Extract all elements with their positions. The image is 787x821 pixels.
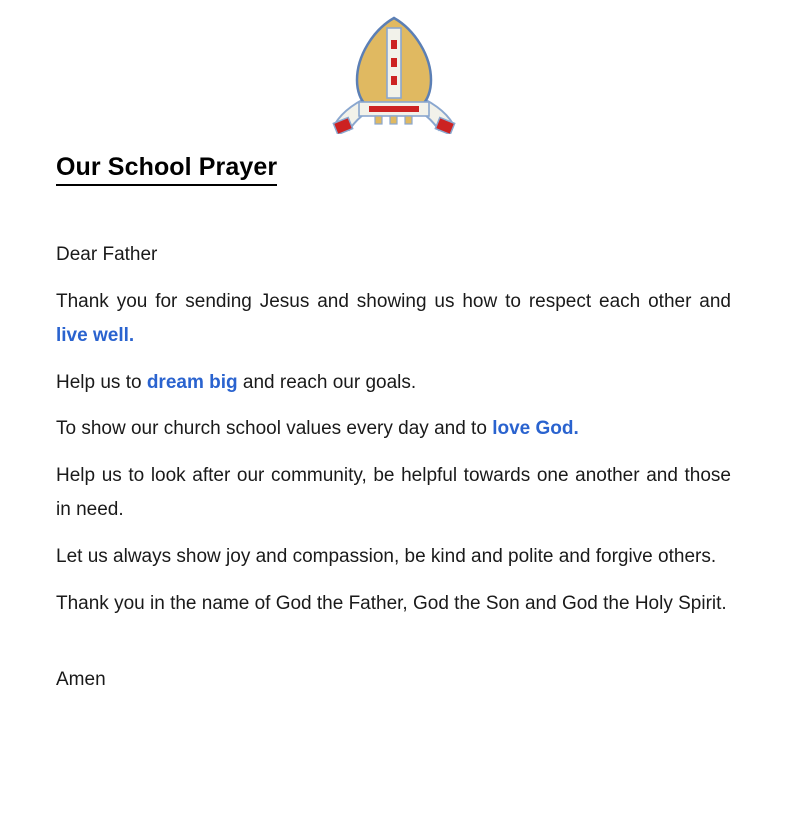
text-segment: and reach our goals. — [237, 371, 417, 393]
highlight-segment: dream big — [146, 371, 238, 393]
school-logo — [56, 0, 731, 130]
prayer-line-trinity — [56, 587, 731, 622]
highlight-segment: love God. — [492, 418, 579, 440]
prayer-line-thanks-jesus — [56, 285, 731, 354]
prayer-line-joy-compassion — [56, 540, 731, 575]
bishop-mitre-icon — [319, 14, 469, 134]
prayer-line-community — [56, 459, 731, 528]
highlight-segment: live well. — [56, 325, 135, 347]
prayer-body — [56, 238, 731, 691]
text-segment: Dear Father — [56, 244, 158, 265]
prayer-line-dream-big — [56, 366, 731, 401]
text-segment: To show our church school values every day and to — [56, 418, 493, 440]
prayer-line-church-values — [56, 412, 731, 447]
page-title: Our School Prayer — [56, 152, 277, 186]
prayer-closing: Amen — [56, 669, 106, 691]
prayer-line-salutation — [56, 238, 731, 273]
text-segment: Help us to look after our community, be helpful towards one another and those in need. — [56, 464, 731, 521]
text-segment: Thank you for sending Jesus and showing us how to respect each other and — [56, 290, 731, 312]
text-segment: Let us always show joy and compassion, be kind and polite and forgive others. — [56, 546, 717, 568]
text-segment: Help us to — [56, 371, 147, 393]
text-segment: Thank you in the name of God the Father, God the Son and God the Holy Spirit. — [56, 592, 727, 614]
